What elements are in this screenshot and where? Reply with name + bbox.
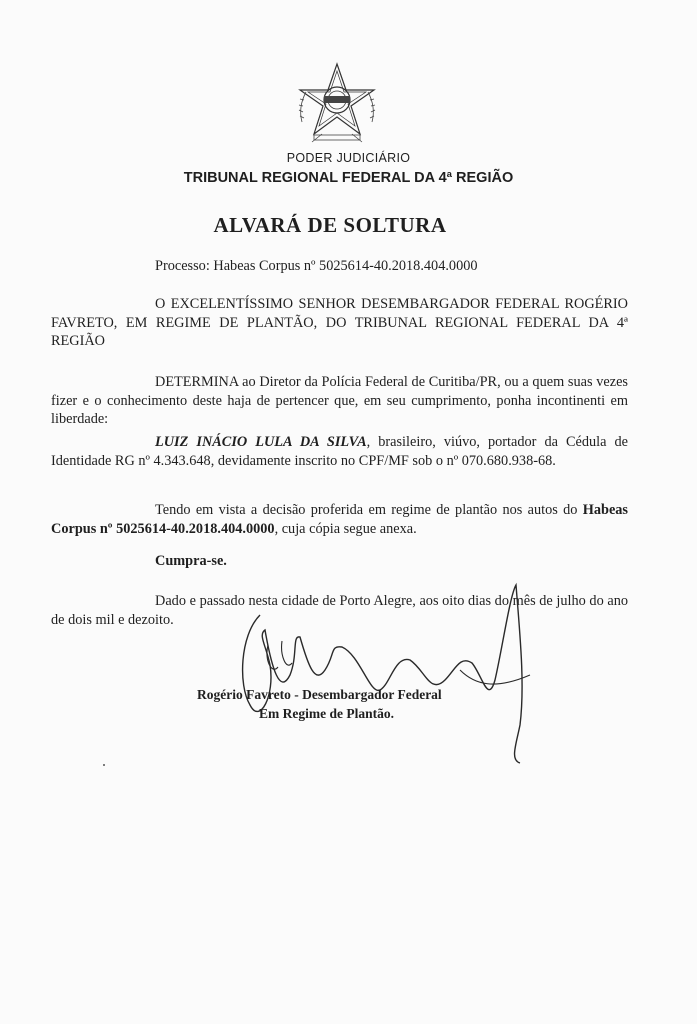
document-title: ALVARÁ DE SOLTURA: [213, 213, 447, 237]
scan-speck: [103, 764, 105, 766]
decision-text: Tendo em vista a decisão proferida em regime de plantão nos autos do: [155, 502, 583, 518]
paragraph-date-place: Dado e passado nesta cidade de Porto Alegre, aos oito dias do mês de julho do ano de dois mil e dezoito.: [51, 593, 628, 628]
paragraph-authority: O EXCELENTÍSSIMO SENHOR DESEMBARGADOR FEDERAL ROGÉRIO FAVRETO, EM REGIME DE PLANTÃO, DO TRIBUNAL REGIONAL FEDERAL DA 4ª REGIÃO: [51, 296, 628, 349]
decision-text-end: , cuja cópia segue anexa.: [274, 520, 417, 537]
signatory-name: Rogério Favreto - Desembargador Federal: [197, 687, 442, 702]
cumpra-se: Cumpra-se.: [155, 553, 227, 569]
person-name: LUIZ INÁCIO LULA DA SILVA: [155, 434, 367, 450]
person-details: , brasileiro, viúvo, portador da Cédula de Identidade RG nº 4.343.648, devidamente inscrito no CPF/MF sob o nº 070.680.938-68.: [51, 434, 628, 469]
paragraph-person: [51, 433, 628, 470]
signatory-role: Em Regime de Plantão.: [259, 706, 394, 721]
process-number: Processo: Habeas Corpus nº 5025614-40.2018.404.0000: [155, 258, 478, 274]
handwritten-signature: [220, 575, 560, 775]
paragraph-decision: [51, 501, 628, 538]
header-judiciary: PODER JUDICIÁRIO: [286, 151, 411, 165]
national-coat-of-arms-seal: [292, 62, 382, 144]
header-court-name: TRIBUNAL REGIONAL FEDERAL DA 4ª REGIÃO: [183, 170, 514, 186]
paragraph-order: DETERMINA ao Diretor da Polícia Federal de Curitiba/PR, ou a quem suas vezes fizer e o conhecimento deste haja de pertencer que, em seu cumprimento, ponha incontinenti em liberdade:: [51, 374, 628, 427]
habeas-corpus-ref: Habeas Corpus nº 5025614-40.2018.404.0000: [51, 502, 628, 537]
